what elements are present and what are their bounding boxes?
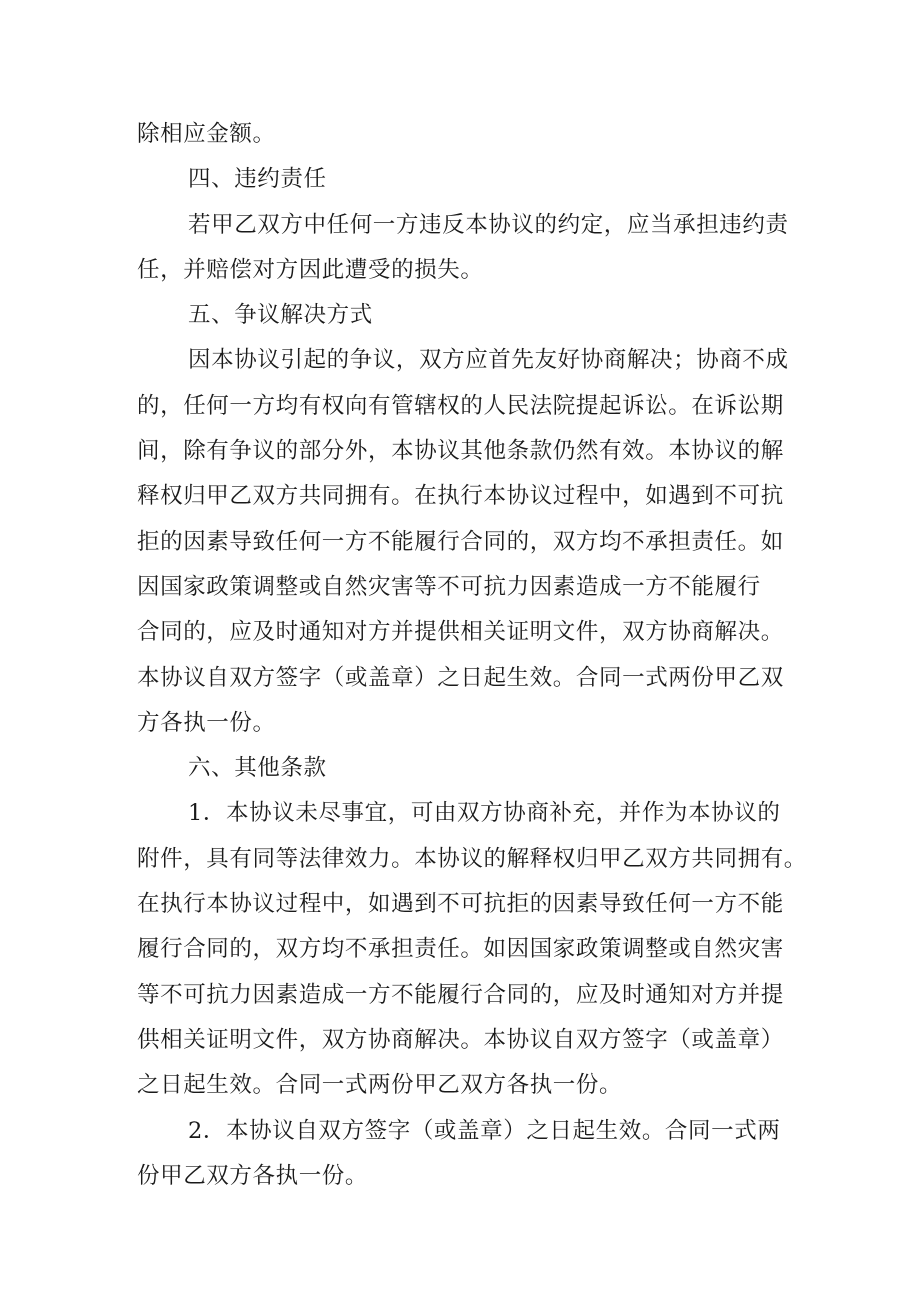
- text-line: 本协议自双方签字（或盖章）之日起生效。合同一式两份甲乙双: [137, 664, 784, 691]
- text-line: 因国家政策调整或自然灾害等不可抗力因素造成一方不能履行: [137, 573, 761, 600]
- text-line: 1．本协议未尽事宜，可由双方协商补充，并作为本协议的: [188, 800, 781, 827]
- document-page: [137, 112, 807, 1199]
- text-line: 之日起生效。合同一式两份甲乙双方各执一份。: [137, 1072, 623, 1099]
- text-line: 若甲乙双方中任何一方违反本协议的约定，应当承担违约责: [188, 211, 789, 238]
- section-heading-other-terms: 六、其他条款: [188, 755, 327, 782]
- text-line: 等不可抗力因素造成一方不能履行合同的，应及时通知对方并提: [137, 981, 784, 1008]
- text-line: 因本协议引起的争议，双方应首先友好协商解决；协商不成: [188, 347, 789, 374]
- text-line: 2．本协议自双方签字（或盖章）之日起生效。合同一式两: [188, 1117, 781, 1144]
- text-line: 方各执一份。: [137, 709, 276, 736]
- text-line: 任，并赔偿对方因此遭受的损失。: [137, 256, 484, 283]
- text-line: 的，任何一方均有权向有管辖权的人民法院提起诉讼。在诉讼期: [137, 392, 784, 419]
- text-line: 除相应金额。: [137, 121, 276, 147]
- text-line: 间，除有争议的部分外，本协议其他条款仍然有效。本协议的解: [137, 438, 784, 465]
- section-heading-breach-liability: 四、违约责任: [188, 166, 327, 193]
- text-line: 履行合同的，双方均不承担责任。如因国家政策调整或自然灾害: [137, 936, 784, 963]
- text-line: 合同的，应及时通知对方并提供相关证明文件，双方协商解决。: [137, 619, 784, 646]
- text-line: 在执行本协议过程中，如遇到不可抗拒的因素导致任何一方不能: [137, 891, 784, 918]
- section-heading-dispute-resolution: 五、争议解决方式: [188, 302, 373, 329]
- text-line: 释权归甲乙双方共同拥有。在执行本协议过程中，如遇到不可抗: [137, 483, 784, 510]
- text-line: 供相关证明文件，双方协商解决。本协议自双方签字（或盖章）: [137, 1026, 784, 1053]
- text-line: 份甲乙双方各执一份。: [137, 1162, 369, 1189]
- text-line: 附件，具有同等法律效力。本协议的解释权归甲乙双方共同拥有。: [137, 845, 807, 872]
- text-line: 拒的因素导致任何一方不能履行合同的，双方均不承担责任。如: [137, 528, 784, 555]
